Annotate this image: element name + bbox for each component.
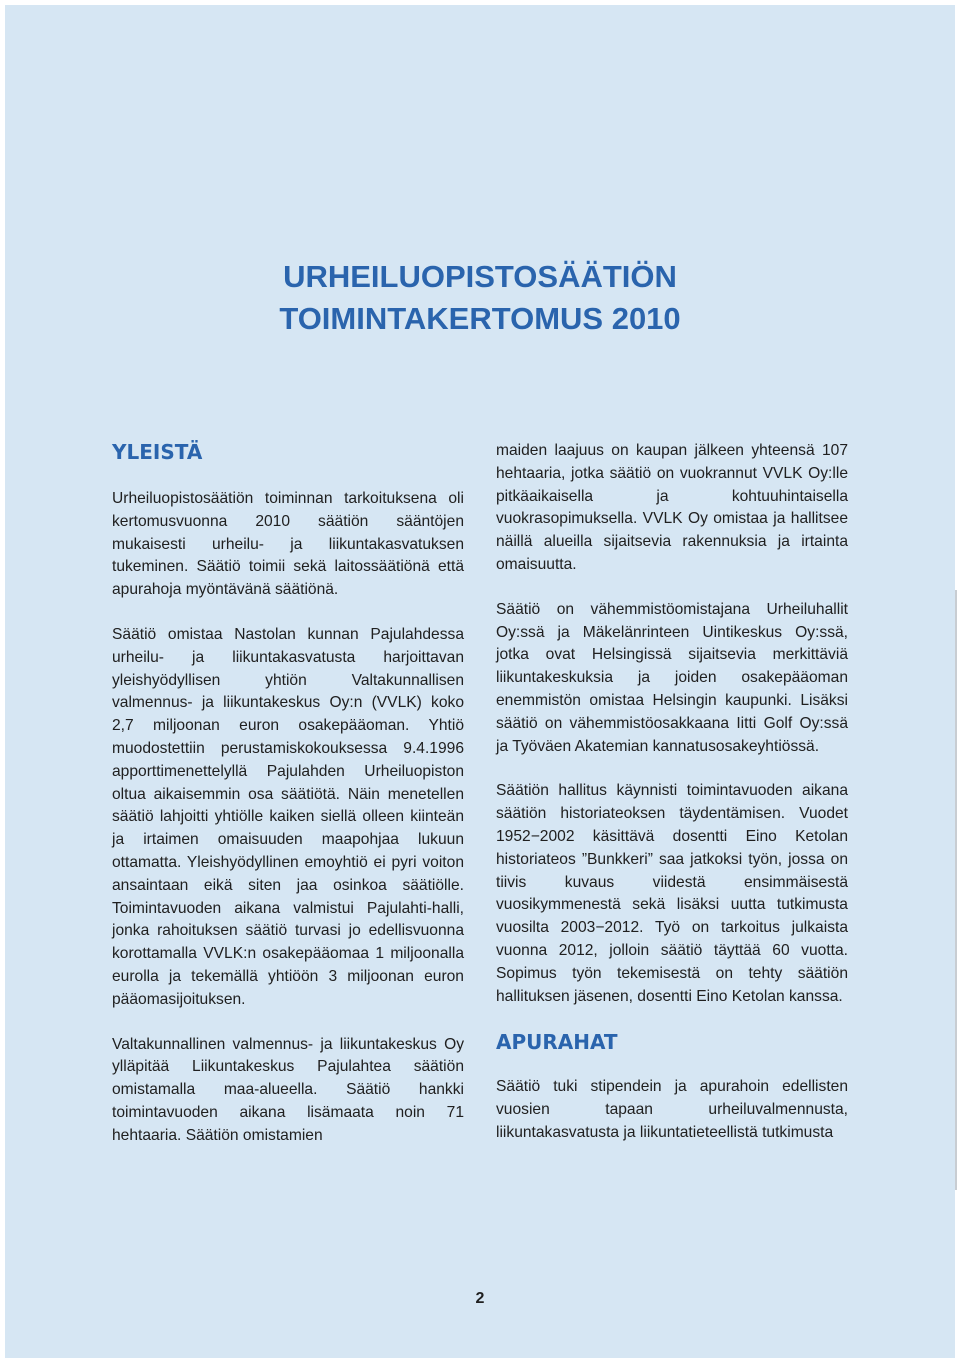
paragraph: Valtakunnallinen valmennus- ja liikuntakeskus Oy ylläpitää Liikuntakeskus Pajulahtea säätiön omistamalla maa-alueella. Säätiö hankki toimintavuoden aikana lisämaata noin 71 hehtaaria. Säätiön omistamien	[112, 1035, 464, 1144]
paragraph: maiden laajuus on kaupan jälkeen yhteensä 107 hehtaaria, jotka säätiö on vuokrannut VVLK Oy:lle pitkäaikaisella ja kohtuuhintaisella vuokrasopimuksella. VVLK Oy omistaa ja hallitsee näillä alueilla sijaitsevia rakennuksia ja irtainta omaisuutta.	[496, 442, 848, 573]
right-column	[496, 440, 848, 1145]
paragraph: Urheiluopistosäätiön toiminnan tarkoituksena oli kertomusvuonna 2010 säätiön sääntöjen mukaisesti urheilu- ja liikuntakasvatuksen tukeminen. Säätiö toimii sekä laitossäätiönä että apurahoja myöntävänä säätiönä.	[112, 490, 464, 599]
page-number: 2	[475, 1290, 485, 1307]
paragraph: Säätiön hallitus käynnisti toimintavuoden aikana säätiön historiateoksen täydentämisen. Vuodet 1952−2002 käsittävä dosentti Eino Ketolan historiateos ”Bunkkeri” saa jatkoksi työn, jossa on tiivis kuvaus viidestä ensimmäisestä vuosikymmenestä sekä lisäksi uutta tutkimusta vuosilta 2003−2012. Työ on tarkoitus julkaista vuonna 2012, jolloin säätiö täyttää 60 vuotta. Sopimus työn tekemisestä on tehty säätiön hallituksen jäsenen, dosentti Eino Ketolan kanssa.	[496, 782, 848, 1005]
page-edge-rule	[955, 590, 957, 1190]
section-heading-yleista: YLEISTÄ	[112, 440, 203, 464]
paragraph: Säätiö on vähemmistöomistajana Urheiluhallit Oy:ssä ja Mäkelänrinteen Uintikeskus Oy:ssä, jotka ovat Helsingissä sijaitsevia merkittäviä liikuntakeskuksia ja joiden osakepääoman enemmistön omistaa Helsingin kaupunki. Lisäksi säätiö on vähemmistöosakkaana Iitti Golf Oy:ssä ja Työväen Akatemian kannatusosakeyhtiössä.	[496, 600, 848, 755]
left-column	[112, 440, 464, 1148]
paragraph: Säätiö omistaa Nastolan kunnan Pajulahdessa urheilu- ja liikuntakasvatusta harjoittavan yleishyödyllisen yhtiön Valtakunnallisen valmennus- ja liikuntakeskus Oy:n (VVLK) koko 2,7 miljoonan euron osakepääoman. Yhtiö muodostettiin perustamiskokouksessa 9.4.1996 apporttimenettelyllä Pajulahden Urheiluopiston oltua aikaisemmin osa säätiötä. Näin menetellen säätiö lahjoitti yhtiölle kaiken siellä olleen kiinteän ja irtaimen omaisuuden maapohjaa lukuun ottamatta. Yleishyödyllinen emoyhtiö ei pyri voiton ansaintaan eikä siten jaa osinkoa säätiölle. Toimintavuoden aikana valmistui Pajulahti-halli, jonka rahoituksen säätiö turvasi jo edellisvuonna korottamalla VVLK:n osakepääomaa 1 miljoonalla eurolla ja tekemällä yhtiöön 3 miljoonan euron pääomasijoituksen.	[112, 625, 464, 1008]
paragraph: Säätiö tuki stipendein ja apurahoin edellisten vuosien tapaan urheiluvalmennusta, liikuntakasvatusta ja liikuntatieteellistä tutkimusta	[496, 1078, 848, 1141]
title-line-2: TOIMINTAKERTOMUS 2010	[279, 301, 681, 336]
document-title	[0, 256, 960, 340]
title-line-1: URHEILUOPISTOSÄÄTIÖN	[283, 259, 677, 294]
section-heading-apurahat: APURAHAT	[496, 1030, 618, 1055]
